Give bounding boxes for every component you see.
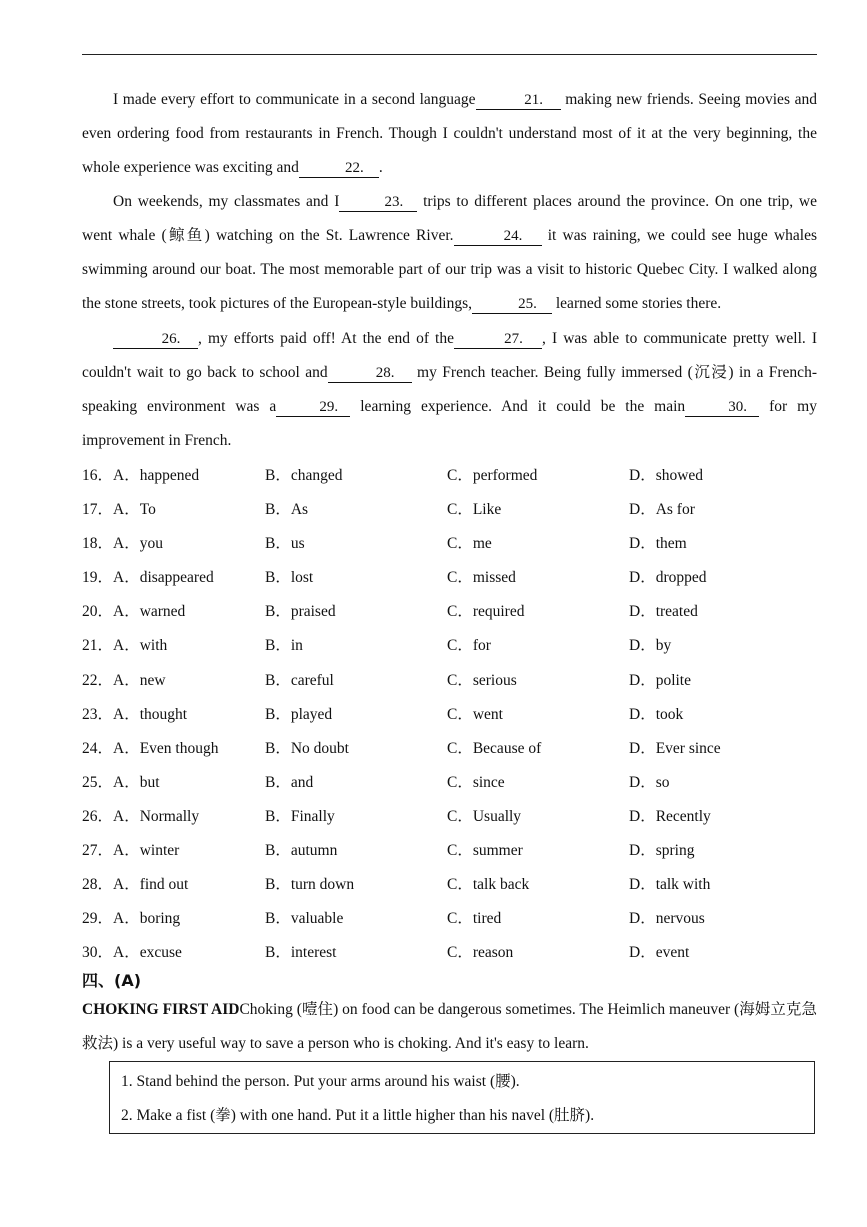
option-a: 30．A．excuse: [82, 944, 182, 962]
option-b: B．turn down: [265, 876, 355, 894]
passage-text: I made every effort to communicate in a second language: [113, 91, 476, 108]
blank-28: 28.: [328, 364, 412, 383]
option-a: 17．A．To: [82, 501, 156, 519]
option-b: B．autumn: [265, 842, 338, 860]
passage-text: On weekends, my classmates and I: [113, 193, 340, 210]
option-c: C．missed: [447, 569, 516, 587]
question-20-options: [82, 595, 822, 629]
option-c: C．went: [447, 705, 503, 723]
section-title: CHOKING FIRST AID: [82, 1001, 240, 1018]
option-a: 21．A．with: [82, 637, 168, 655]
option-d: D．As for: [629, 501, 695, 519]
option-a: 16．A．happened: [82, 467, 200, 484]
option-d: D．talk with: [629, 876, 711, 894]
option-c: C．required: [447, 603, 525, 621]
option-c: C．tired: [447, 910, 502, 928]
option-c: C．Usually: [447, 807, 522, 825]
question-21-options: [82, 629, 822, 663]
option-a: 22．A．new: [82, 671, 166, 689]
section-intro: [82, 993, 817, 1061]
steps-box: [109, 1061, 815, 1134]
option-b: B．lost: [265, 569, 314, 587]
question-22-options: [82, 664, 822, 698]
question-29-options: [82, 902, 822, 936]
option-d: D．Recently: [629, 807, 711, 825]
option-a: 24．A．Even though: [82, 739, 219, 757]
question-23-options: [82, 698, 822, 732]
step-1: 1. Stand behind the person. Put your arms around his waist (腰).: [121, 1073, 520, 1090]
option-d: D．showed: [629, 467, 704, 484]
option-a: 28．A．find out: [82, 876, 189, 894]
passage-paragraph-2: [82, 185, 817, 321]
option-c: C．since: [447, 773, 505, 791]
passage-paragraph-1: [82, 83, 817, 185]
blank-23: 23.: [339, 193, 417, 212]
option-d: D．nervous: [629, 910, 705, 928]
step-2: 2. Make a fist (拳) with one hand. Put it a little higher than his navel (肚脐).: [121, 1107, 595, 1124]
option-a: 20．A．warned: [82, 603, 186, 621]
option-b: B．played: [265, 705, 333, 723]
blank-22: 22.: [299, 159, 379, 178]
passage-text: , I was able to communicate pretty well. I couldn't wait to go back to school and: [82, 330, 817, 381]
intro-text: Choking (噎住) on food can be dangerous sometimes. The Heimlich maneuver (海姆立克急救法) is a very useful way to save a person who is choking. And it's easy to learn.: [82, 1001, 817, 1052]
question-24-options: [82, 732, 822, 766]
question-27-options: [82, 834, 822, 868]
blank-26: 26.: [113, 330, 198, 349]
option-a: 18．A．you: [82, 535, 163, 553]
option-b: B．careful: [265, 671, 334, 689]
option-b: B．and: [265, 773, 314, 791]
passage-text: for my improvement in French.: [82, 398, 817, 449]
option-b: B．in: [265, 637, 303, 655]
option-d: D．Ever since: [629, 739, 721, 757]
passage-text: .: [378, 159, 383, 176]
answer-options: [82, 459, 822, 970]
option-d: D．so: [629, 773, 670, 791]
option-d: D．spring: [629, 842, 695, 860]
option-a: 19．A．disappeared: [82, 569, 214, 587]
passage-text: trips to different places around the province. On one trip, we went whale (鲸鱼) watching on the St. Lawrence River.: [82, 193, 817, 244]
option-a: 23．A．thought: [82, 705, 188, 723]
option-b: B．valuable: [265, 910, 344, 928]
question-28-options: [82, 868, 822, 902]
blank-24: 24.: [454, 227, 542, 246]
option-c: C．reason: [447, 944, 514, 962]
option-a: 27．A．winter: [82, 842, 180, 860]
option-c: C．me: [447, 535, 492, 553]
question-18-options: [82, 527, 822, 561]
passage-text: learned some stories there.: [552, 295, 722, 312]
option-a: 26．A．Normally: [82, 807, 200, 825]
passage-paragraph-3: [82, 322, 817, 458]
option-b: B．Finally: [265, 807, 335, 825]
option-d: D．dropped: [629, 569, 707, 587]
question-26-options: [82, 800, 822, 834]
blank-29: 29.: [276, 398, 350, 417]
option-b: B．praised: [265, 603, 336, 621]
question-25-options: [82, 766, 822, 800]
passage-text: learning experience. And it could be the main: [350, 398, 686, 415]
option-c: C．for: [447, 637, 491, 655]
passage-text: it was raining, we could see huge whales swimming around our boat. The most memorable part of our trip was a visit to historic Quebec City. I walked along the stone streets, took pictures of the European-style buildings,: [82, 227, 817, 312]
option-c: C．summer: [447, 842, 523, 860]
passage-text: my French teacher. Being fully immersed (沉浸) in a French-speaking environment was a: [82, 364, 817, 415]
question-16-options: [82, 459, 822, 493]
option-b: B．As: [265, 501, 309, 519]
header-rule: [82, 54, 817, 55]
option-a: 25．A．but: [82, 773, 160, 791]
option-b: B．interest: [265, 944, 337, 962]
option-a: 29．A．boring: [82, 910, 181, 928]
option-d: D．took: [629, 705, 684, 723]
option-c: C．Because of: [447, 739, 542, 757]
option-c: C．performed: [447, 467, 538, 484]
option-d: D．by: [629, 637, 672, 655]
blank-25: 25.: [472, 295, 552, 314]
option-c: C．serious: [447, 671, 517, 689]
option-b: B．No doubt: [265, 739, 349, 757]
passage-text: , my efforts paid off! At the end of the: [198, 330, 454, 347]
option-d: D．polite: [629, 671, 691, 689]
question-17-options: [82, 493, 822, 527]
blank-30: 30.: [685, 398, 759, 417]
option-c: C．Like: [447, 501, 502, 519]
question-19-options: [82, 561, 822, 595]
section-heading: 四、(A): [82, 971, 142, 990]
option-c: C．talk back: [447, 876, 530, 894]
option-d: D．treated: [629, 603, 698, 621]
option-b: B．changed: [265, 467, 343, 484]
option-d: D．event: [629, 944, 690, 962]
blank-21: 21.: [476, 91, 561, 110]
option-d: D．them: [629, 535, 687, 553]
blank-27: 27.: [454, 330, 542, 349]
question-30-options: [82, 936, 822, 970]
option-b: B．us: [265, 535, 305, 553]
passage-text: making new friends. Seeing movies and even ordering food from restaurants in French. Though I couldn't understand most of it at the very beginning, the whole experience was exciting and: [82, 91, 817, 176]
